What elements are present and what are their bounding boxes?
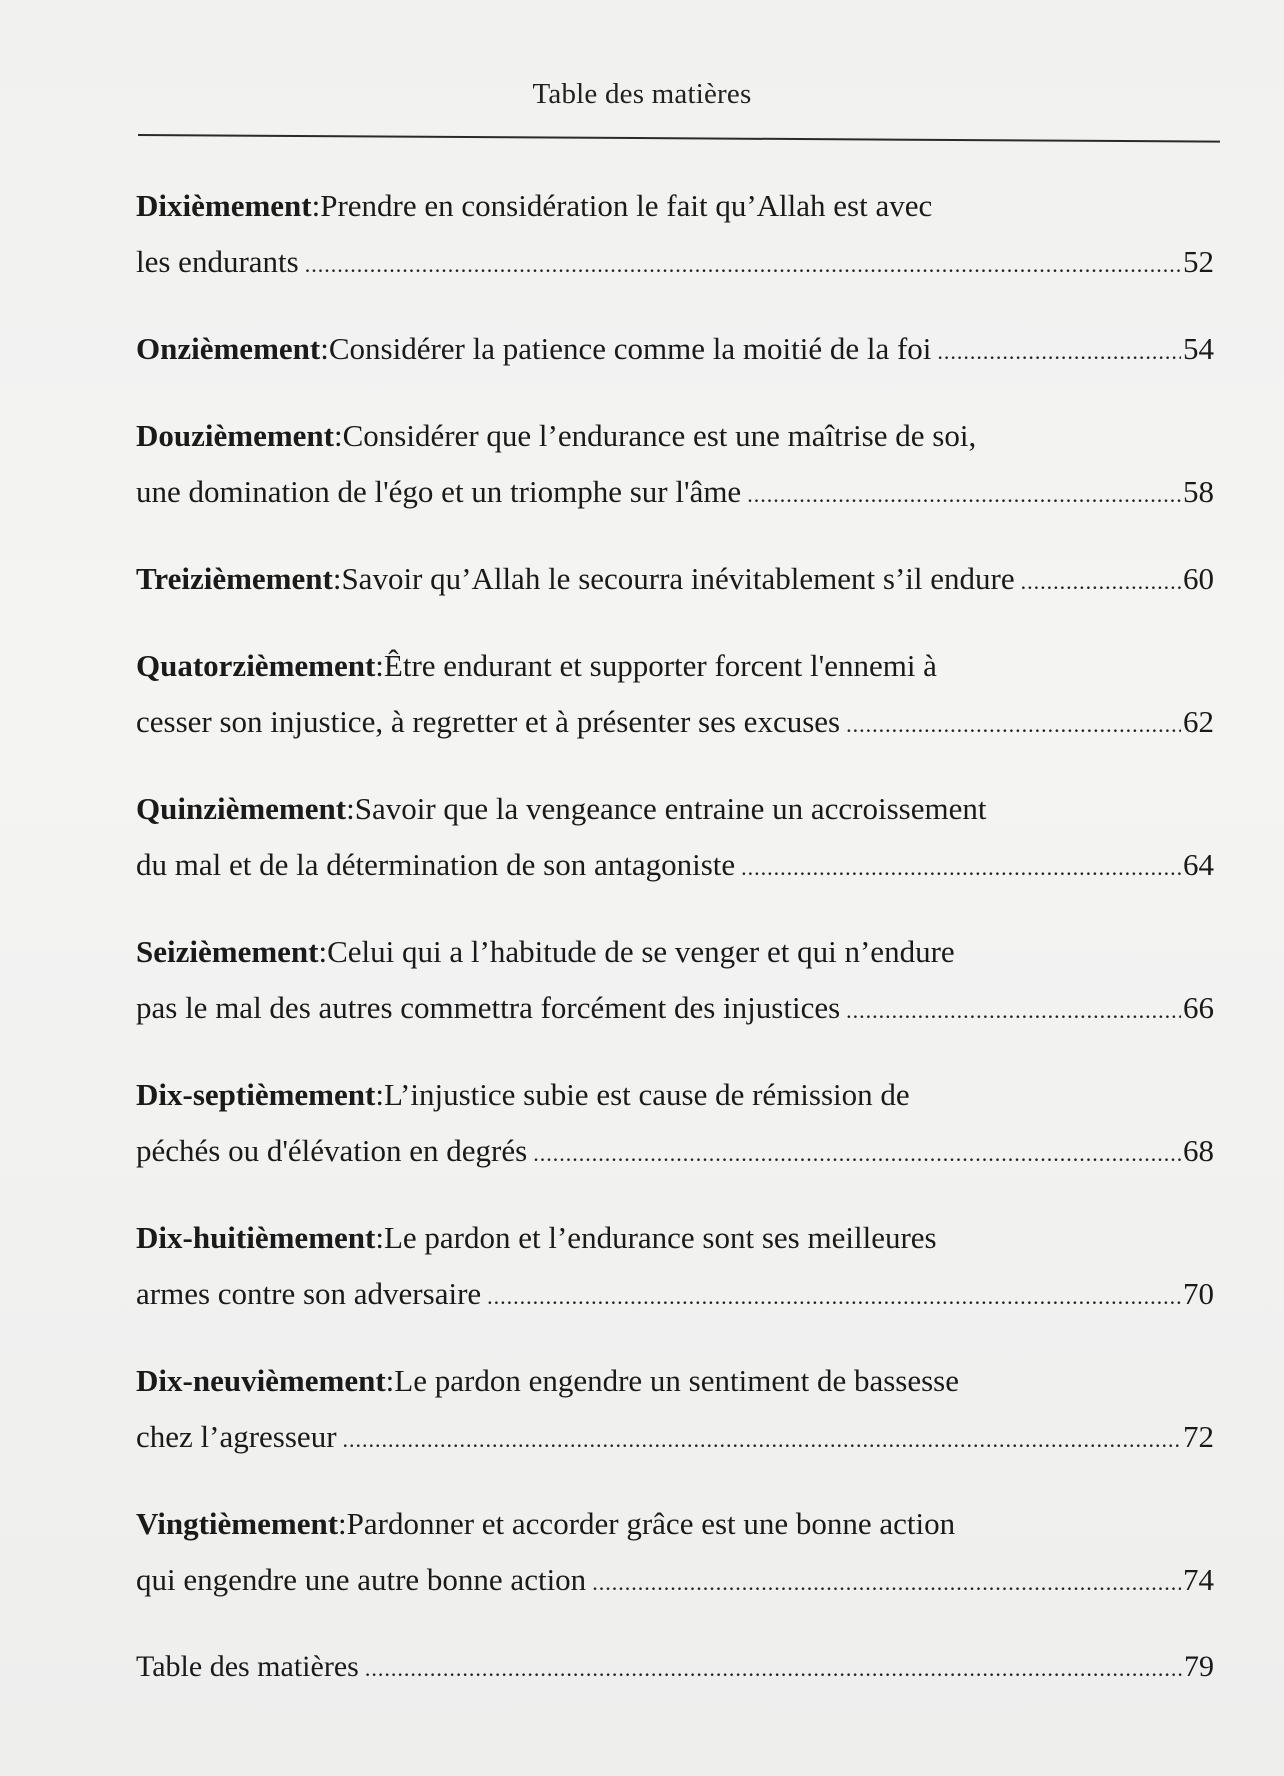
toc-line [136, 1266, 1214, 1325]
toc-entry-title-continued: qui engendre une autre bonne action [136, 1562, 587, 1597]
toc-entry-title: Le pardon engendre un sentiment de bassesse [394, 1363, 960, 1398]
toc-line [136, 638, 1214, 694]
toc-entry-title: Considérer que l’endurance est une maîtrise de soi, [342, 418, 977, 453]
toc-entry-separator: : [318, 934, 328, 969]
toc-entry-title: Prendre en considération le fait qu’Allah est avec [320, 188, 933, 223]
dot-leader [846, 697, 1181, 753]
toc-entry-separator: : [311, 188, 321, 223]
toc-line [136, 1210, 1214, 1266]
toc-line [136, 464, 1214, 523]
toc-line [136, 694, 1214, 753]
toc-entry[interactable] [136, 1353, 1214, 1468]
toc-entry-label: Douzièmement [136, 418, 334, 453]
dot-leader [343, 1412, 1181, 1468]
toc-entry-title-continued: cesser son injustice, à regretter et à présenter ses excuses [136, 704, 841, 739]
dot-leader [937, 324, 1181, 380]
dot-leader [741, 840, 1181, 896]
toc-page-number: 70 [1183, 1276, 1214, 1311]
toc-entry-separator: : [332, 561, 342, 596]
toc-entry-title: Considérer la patience comme la moitié de la foi [328, 331, 932, 366]
toc-entry-label: Onzièmement [136, 331, 321, 366]
toc-entry-title: Table des matières [136, 1650, 359, 1683]
toc-entry[interactable] [136, 1496, 1214, 1611]
toc-entry-label: Vingtièmement [136, 1506, 339, 1541]
toc-line [136, 408, 1214, 464]
dot-leader [533, 1126, 1181, 1182]
toc-entry-title: Savoir qu’Allah le secourra inévitablement s’il endure [341, 561, 1015, 596]
toc-entry-title-continued: les endurants [136, 244, 299, 279]
toc-entry[interactable] [136, 551, 1214, 610]
toc-line [136, 1353, 1214, 1409]
toc-line [136, 551, 1214, 610]
toc-entry-separator: : [334, 418, 343, 453]
toc-entry-table-of-contents[interactable] [136, 1639, 1214, 1697]
toc-entry[interactable] [136, 178, 1214, 293]
toc-entry-separator: : [385, 1363, 395, 1398]
toc-entry-separator: : [320, 331, 329, 366]
toc-entry-label: Dix-neuvièmement [136, 1363, 386, 1398]
toc-entry[interactable] [136, 408, 1214, 523]
toc-entry-separator: : [338, 1506, 347, 1541]
toc-line [136, 781, 1214, 837]
toc-page-number: 68 [1183, 1133, 1214, 1168]
toc-line [136, 1496, 1214, 1552]
toc-line [136, 924, 1214, 980]
dot-leader [365, 1641, 1182, 1697]
toc-line [136, 1552, 1214, 1611]
dot-leader [305, 237, 1181, 293]
toc-entry-label: Dix-septièmement [136, 1077, 376, 1112]
toc-line [136, 1123, 1214, 1182]
toc-entry-separator: : [375, 1220, 384, 1255]
toc-entry[interactable] [136, 1210, 1214, 1325]
running-header-title: Table des matières [532, 78, 752, 110]
toc-entry[interactable] [136, 1067, 1214, 1182]
toc-entry-label: Seizièmement [136, 934, 319, 969]
toc-entry[interactable] [136, 638, 1214, 753]
toc-entry[interactable] [136, 781, 1214, 896]
toc-entry-title: Pardonner et accorder grâce est une bonne action [346, 1506, 956, 1541]
toc-line [136, 980, 1214, 1039]
toc-entry[interactable] [136, 321, 1214, 380]
toc-entry-title: Le pardon et l’endurance sont ses meilleures [383, 1220, 937, 1255]
toc-page-number: 74 [1183, 1562, 1214, 1597]
toc-entry-separator: : [346, 791, 355, 826]
toc-entry-title: L’injustice subie est cause de rémission de [383, 1077, 910, 1112]
dot-leader [1021, 554, 1181, 610]
toc-entry-label: Quatorzièmement [136, 648, 376, 683]
toc-page-number: 66 [1183, 990, 1214, 1025]
toc-line [136, 321, 1214, 380]
toc-entry-title-continued: chez l’agresseur [136, 1419, 337, 1454]
toc-line [136, 178, 1214, 234]
toc-entry-title-continued: armes contre son adversaire [136, 1276, 482, 1311]
toc-page-number: 60 [1183, 561, 1214, 596]
toc-entry-title: Être endurant et supporter forcent l'ennemi à [383, 648, 937, 683]
table-of-contents [136, 178, 1214, 1725]
toc-page-number: 58 [1183, 474, 1214, 509]
toc-entry-title-continued: pas le mal des autres commettra forcément des injustices [136, 990, 841, 1025]
toc-entry-label: Dixièmement [136, 188, 312, 223]
toc-line [136, 1409, 1214, 1468]
dot-leader [487, 1269, 1181, 1325]
toc-entry-title-continued: péchés ou d'élévation en degrés [136, 1133, 528, 1168]
toc-line [136, 1639, 1214, 1697]
toc-entry-title: Savoir que la vengeance entraine un accroissement [354, 791, 987, 826]
toc-entry-title: Celui qui a l’habitude de se venger et qui n’endure [327, 934, 955, 969]
toc-page-number: 72 [1183, 1419, 1214, 1454]
toc-line [136, 837, 1214, 896]
toc-entry[interactable] [136, 924, 1214, 1039]
toc-line [136, 1067, 1214, 1123]
toc-line [136, 234, 1214, 293]
dot-leader [846, 983, 1181, 1039]
toc-entry-title-continued: du mal et de la détermination de son antagoniste [136, 847, 736, 882]
toc-entry-label: Treizièmement [136, 561, 333, 596]
header-rule [138, 134, 1220, 143]
toc-entry-separator: : [375, 648, 384, 683]
dot-leader [592, 1555, 1181, 1611]
toc-entry-separator: : [375, 1077, 384, 1112]
toc-page-number: 79 [1184, 1650, 1214, 1683]
toc-page-number: 54 [1183, 331, 1214, 366]
toc-page-number: 64 [1183, 847, 1214, 882]
toc-page-number: 62 [1183, 704, 1214, 739]
toc-entry-title-continued: une domination de l'égo et un triomphe sur l'âme [136, 474, 742, 509]
dot-leader [747, 467, 1181, 523]
toc-entry-label: Quinzièmement [136, 791, 347, 826]
toc-page-number: 52 [1183, 244, 1214, 279]
toc-entry-label: Dix-huitièmement [136, 1220, 376, 1255]
